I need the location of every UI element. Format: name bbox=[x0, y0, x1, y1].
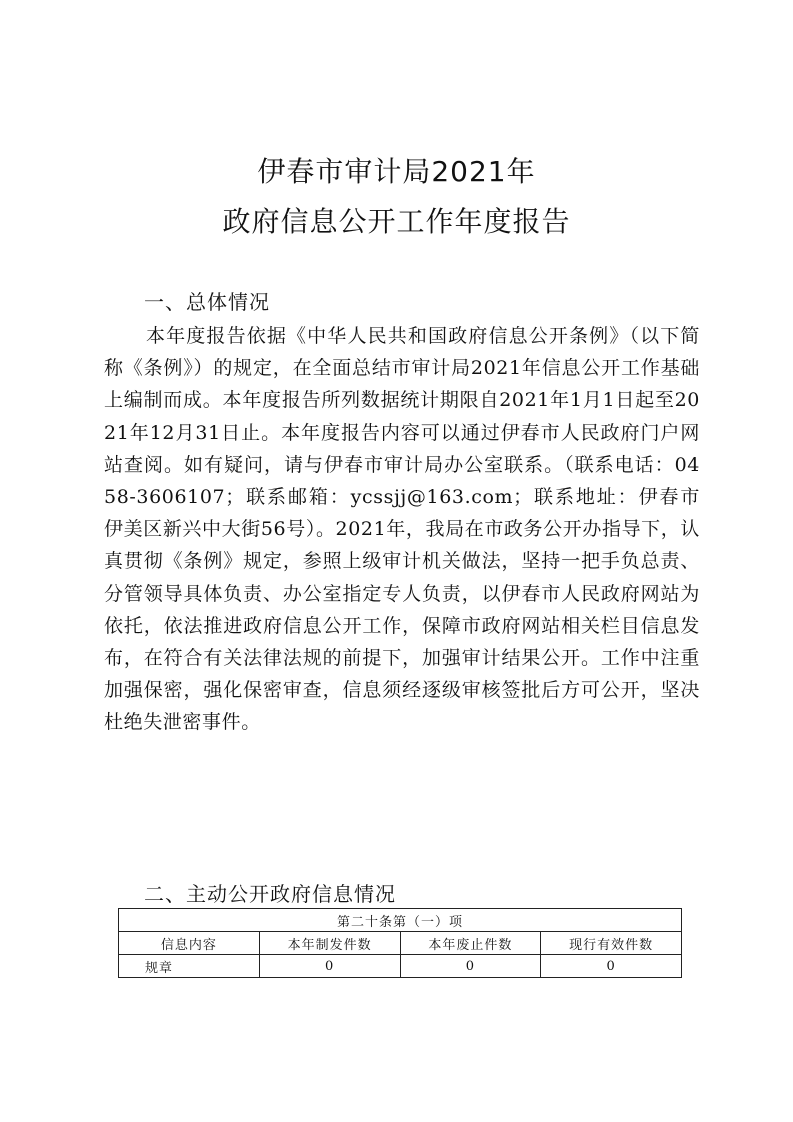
header-repealed-count: 本年废止件数 bbox=[400, 932, 541, 955]
row-label: 规章 bbox=[119, 955, 260, 978]
row-valid: 0 bbox=[541, 955, 682, 978]
header-issued-count: 本年制发件数 bbox=[259, 932, 400, 955]
row-issued: 0 bbox=[259, 955, 400, 978]
disclosure-table bbox=[118, 908, 682, 978]
header-valid-count: 现行有效件数 bbox=[541, 932, 682, 955]
section-heading-disclosure: 二、主动公开政府信息情况 bbox=[144, 882, 396, 906]
table-caption: 第二十条第（一）项 bbox=[119, 909, 682, 932]
table-row bbox=[119, 955, 682, 978]
table-caption-row bbox=[119, 909, 682, 932]
section-body-overview: 本年度报告依据《中华人民共和国政府信息公开条例》（以下简称《条例》）的规定，在全面总结市审计局2021年信息公开工作基础上编制而成。本年度报告所列数据统计期限自2021年1月1日起至2021年12月31日止。本年度报告内容可以通过伊春市人民政府门户网站查阅。如有疑问，请与伊春市审计局办公室联系。（联系电话：0458-3606107；联系邮箱：ycssjj@163.com；联系地址：伊春市伊美区新兴中大街56号）。2021年，我局在市政务公开办指导下，认真贯彻《条例》规定，参照上级审计机关做法，坚持一把手负总责、分管领导具体负责、办公室指定专人负责，以伊春市人民政府网站为依托，依法推进政府信息公开工作，保障市政府网站相关栏目信息发布，在符合有关法律法规的前提下，加强审计结果公开。工作中注重加强保密，强化保密审查，信息须经逐级审核签批后方可公开，坚决杜绝失泄密事件。 bbox=[104, 325, 700, 734]
report-title-line2: 政府信息公开工作年度报告 bbox=[222, 205, 571, 238]
table-header-row bbox=[119, 932, 682, 955]
row-repealed: 0 bbox=[400, 955, 541, 978]
section-heading-overview: 一、总体情况 bbox=[144, 290, 270, 314]
report-title-line1: 伊春市审计局2021年 bbox=[257, 155, 536, 188]
header-info-content: 信息内容 bbox=[119, 932, 260, 955]
